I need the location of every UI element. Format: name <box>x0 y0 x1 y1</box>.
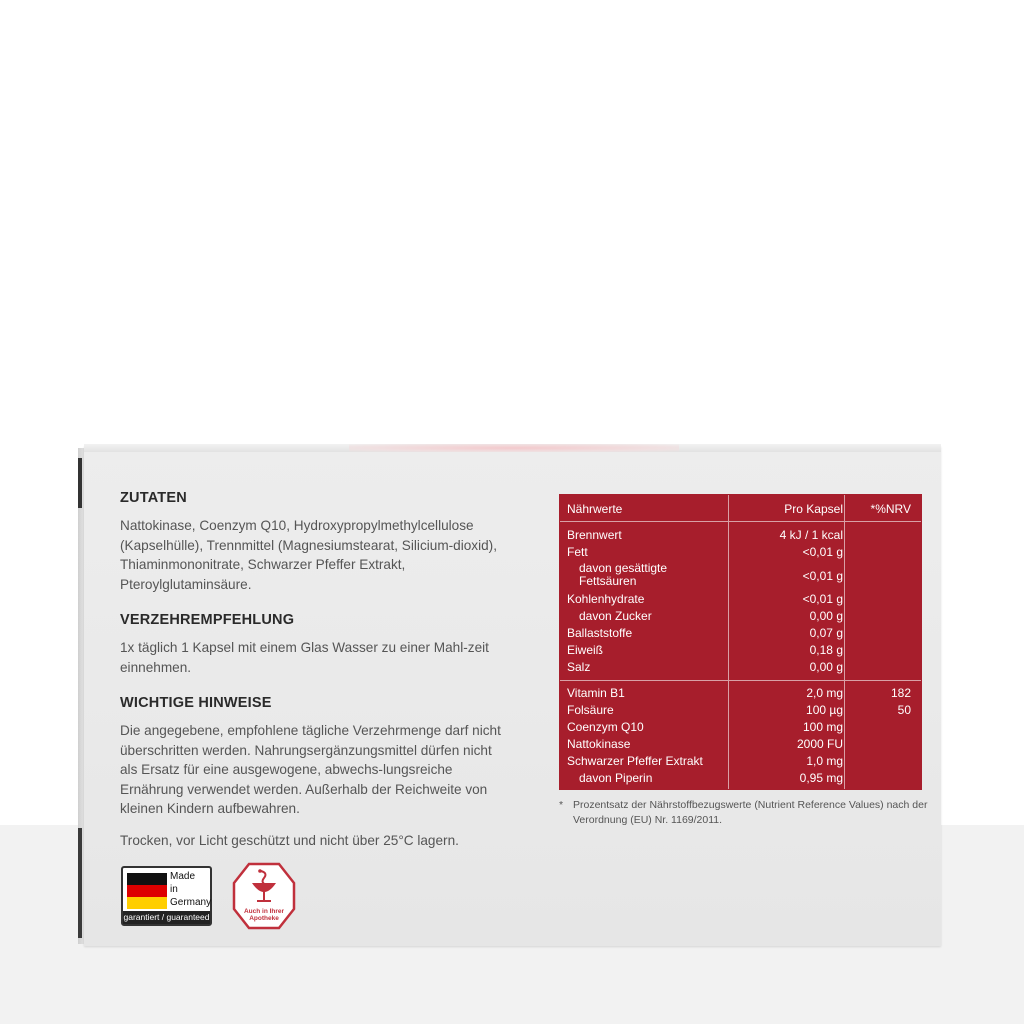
nutrient-name: Salz <box>567 660 591 674</box>
nutrient-name: Nattokinase <box>567 737 631 751</box>
apotheke-badge: Auch in Ihrer Apotheke <box>231 861 297 931</box>
header-nutrient: Nährwerte <box>567 502 623 516</box>
nutrition-row <box>560 718 921 735</box>
nutrient-value: 0,07 g <box>809 626 843 640</box>
nutrient-value: 0,95 mg <box>799 771 843 785</box>
nutrient-value: 2000 FU <box>796 737 843 751</box>
info-column <box>120 490 505 850</box>
nutrient-value: <0,01 g <box>802 545 843 559</box>
nutrition-row <box>560 735 921 752</box>
nutrient-name: Schwarzer Pfeffer Extrakt <box>567 754 703 768</box>
nutrient-name: Folsäure <box>567 703 614 717</box>
section-warnings <box>120 695 505 819</box>
nutrient-value: <0,01 g <box>802 569 843 583</box>
nutrient-name: Coenzym Q10 <box>567 720 644 734</box>
header-per-capsule: Pro Kapsel <box>784 502 843 516</box>
nutrition-row <box>560 590 921 607</box>
nutrition-row <box>560 701 921 718</box>
nutrition-row <box>560 752 921 769</box>
nutrition-row <box>560 641 921 658</box>
box-top-edge <box>84 444 941 452</box>
nutrition-row <box>560 543 921 560</box>
nutrition-row <box>560 684 921 701</box>
nutrient-name: Fett <box>567 545 588 559</box>
nutrient-value: <0,01 g <box>802 592 843 606</box>
nutrient-name: Brennwert <box>567 528 622 542</box>
nutrient-value: 4 kJ / 1 kcal <box>779 528 843 542</box>
nutrient-value: 100 mg <box>802 720 843 734</box>
nutrient-value: 0,00 g <box>809 609 843 623</box>
nutrient-name: davon Zucker <box>579 609 652 623</box>
nutrient-name: davon gesättigte Fettsäuren <box>579 561 668 588</box>
section-heading: VERZEHREMPFEHLUNG <box>120 612 295 628</box>
nutrition-row <box>560 560 921 590</box>
nutrient-value: 2,0 mg <box>806 686 843 700</box>
section-heading: WICHTIGE HINWEISE <box>120 695 272 711</box>
german-flag-icon <box>127 873 167 909</box>
nutrition-footnote: * Prozentsatz der Nährstoffbezugswerte (Nutrient Reference Values) nach der Verordnung (EU) Nr. 1169/2011. <box>559 799 928 826</box>
section-text: Nattokinase, Coenzym Q10, Hydroxypropylmethylcellulose (Kapselhülle), Trennmittel (Magnesiumstearat, Silicium-dioxid), Thiaminmononitrate, Schwarzer Pfeffer Extrakt, Pteroylglutaminsäure. <box>120 518 497 592</box>
section-ingredients <box>120 490 505 594</box>
nutrient-value: 0,00 g <box>809 660 843 674</box>
nutrient-nrv: 50 <box>897 703 911 717</box>
nutrient-name: davon Piperin <box>579 771 653 785</box>
nutrient-value: 0,18 g <box>809 643 843 657</box>
nutrient-name: Eiweiß <box>567 643 604 657</box>
nutrient-name: Kohlenhydrate <box>567 592 645 606</box>
nutrition-row <box>560 526 921 543</box>
section-heading: ZUTATEN <box>120 490 187 506</box>
nutrition-row <box>560 607 921 624</box>
nutrition-header-row <box>560 495 921 522</box>
section-recommendation <box>120 612 505 677</box>
nutrient-value: 1,0 mg <box>806 754 843 768</box>
section-text: Die angegebene, empfohlene tägliche Verzehrmenge darf nicht überschritten werden. Nahrungsergänzungsmittel dürfen nicht als Ersatz für eine ausgewogene, abwechs-lungsreiche Ernährung verwendet werden. Außerhalb der Reichweite von kleinen Kindern aufbewahren. <box>120 723 501 816</box>
nutrition-row <box>560 624 921 641</box>
section-text: 1x täglich 1 Kapsel mit einem Glas Wasser zu einer Mahl-zeit einnehmen. <box>120 640 489 675</box>
made-in-germany-badge: Made in Germany garantiert / guaranteed <box>121 866 212 926</box>
nutrition-row <box>560 769 921 786</box>
nutrition-table <box>559 494 922 790</box>
storage-text: Trocken, vor Licht geschützt und nicht über 25°C lagern. <box>120 832 459 848</box>
nutrient-value: 100 µg <box>806 703 843 717</box>
nutrient-nrv: 182 <box>890 686 911 700</box>
nutrition-row <box>560 658 921 675</box>
header-nrv: *%NRV <box>870 502 911 516</box>
nutrient-name: Vitamin B1 <box>567 686 625 700</box>
nutrient-name: Ballaststoffe <box>567 626 633 640</box>
